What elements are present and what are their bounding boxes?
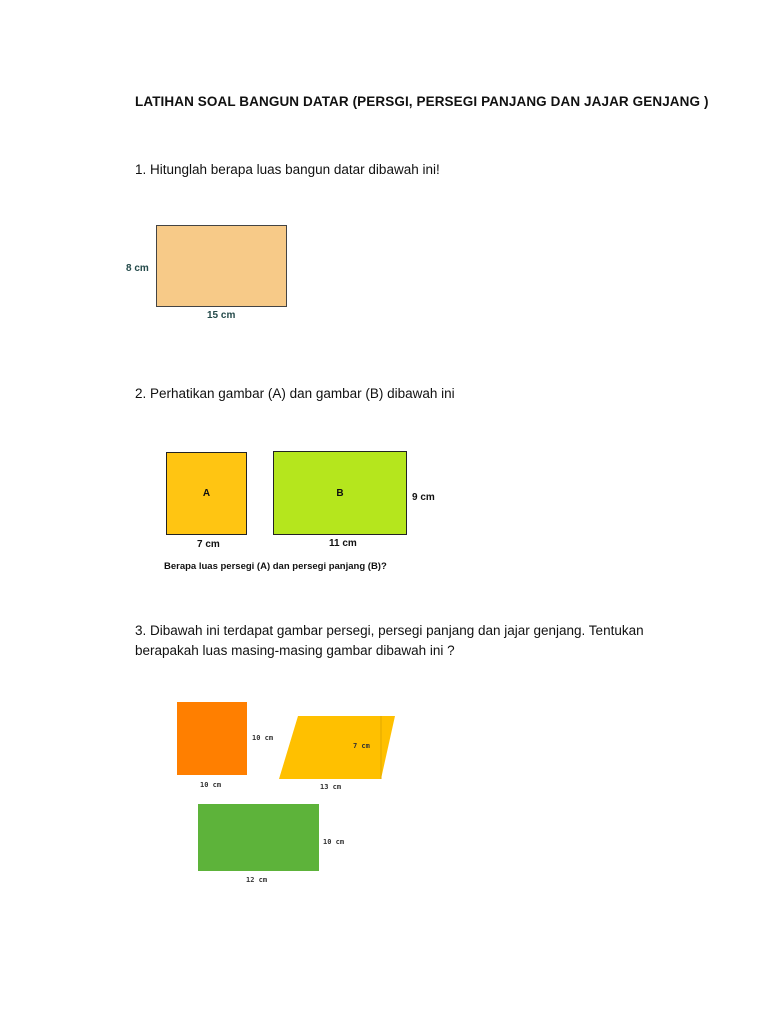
- q3-square-side-label: 10 cm: [252, 734, 274, 742]
- q3-rectangle-height-label: 10 cm: [323, 838, 345, 846]
- q3-rectangle: [198, 804, 319, 871]
- question-3-text: 3. Dibawah ini terdapat gambar persegi, persegi panjang dan jajar genjang. Tentukan berapakah luas masing-masing gambar dibawah ini ?: [135, 623, 644, 658]
- q2-shape-a-width-label: 7 cm: [197, 539, 220, 550]
- q3-parallelogram-shape: [279, 716, 395, 779]
- q3-rectangle-width-label: 12 cm: [246, 876, 268, 884]
- q1-height-label: 8 cm: [126, 263, 149, 274]
- q1-width-label: 15 cm: [207, 310, 236, 321]
- q3-parallelogram-height-label: 7 cm: [353, 742, 370, 750]
- q3-square: [177, 702, 247, 775]
- q1-rectangle: [156, 225, 287, 307]
- q3-parallelogram: [278, 715, 396, 781]
- q2-question: Berapa luas persegi (A) dan persegi panjang (B)?: [164, 561, 387, 572]
- q2-shape-b-label: B: [336, 487, 344, 499]
- q2-shape-b-height-label: 9 cm: [412, 492, 435, 503]
- q2-shape-a-label: A: [202, 488, 211, 499]
- question-2-text: 2. Perhatikan gambar (A) dan gambar (B) dibawah ini: [135, 386, 455, 401]
- question-1-text: 1. Hitunglah berapa luas bangun datar dibawah ini!: [135, 162, 440, 177]
- q3-parallelogram-base-label: 13 cm: [320, 783, 342, 791]
- q2-shape-a: [166, 452, 247, 535]
- q2-shape-b: [273, 451, 407, 535]
- worksheet-title: LATIHAN SOAL BANGUN DATAR (PERSGI, PERSEGI PANJANG DAN JAJAR GENJANG ): [135, 94, 709, 109]
- q2-shape-b-width-label: 11 cm: [329, 538, 357, 549]
- q3-square-bottom-label: 10 cm: [200, 781, 222, 789]
